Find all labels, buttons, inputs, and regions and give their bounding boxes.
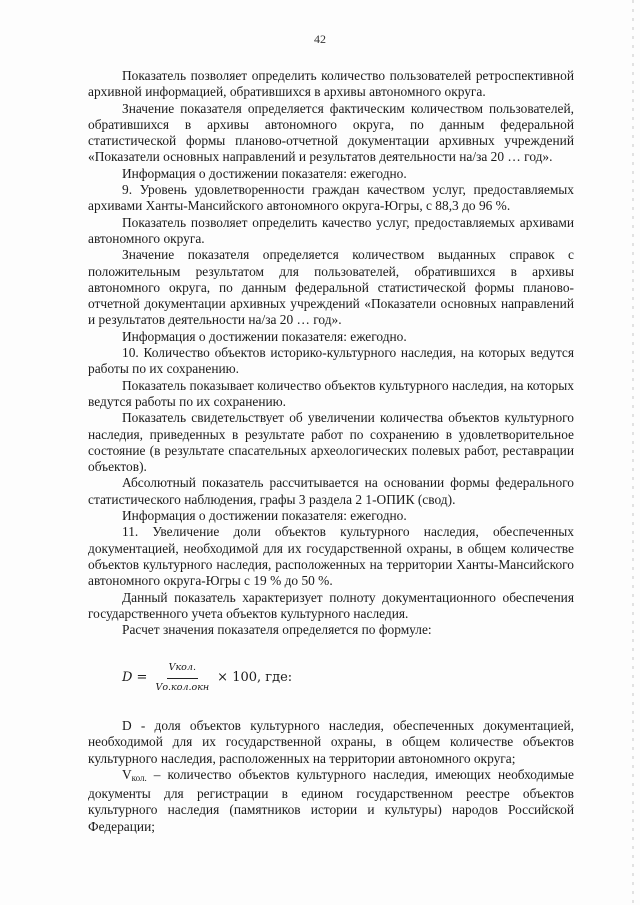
vkol-subscript: кол. — [131, 772, 147, 783]
paragraph: Показатель позволяет определить качество услуг, предоставляемых архивами автономного округа. — [88, 214, 574, 246]
formula-denominator: Vо.кол.окн — [155, 681, 210, 693]
vkol-letter: V — [122, 766, 132, 782]
paragraph: Показатель показывает количество объектов культурного наследия, на которых ведутся работы по их сохранению. — [88, 377, 574, 409]
vkol-symbol — [122, 767, 147, 782]
page-number: 42 — [314, 32, 326, 46]
paragraph: Информация о достижении показателя: ежегодно. — [122, 165, 407, 181]
paragraph: 10. Количество объектов историко-культурного наследия, на которых ведутся работы по их сохранению. — [88, 345, 574, 377]
paragraph: 9. Уровень удовлетворенности граждан качеством услуг, предоставляемых архивами Ханты-Мансийского автономного округа-Югры, с 88,3 до 96 %. — [88, 182, 574, 214]
scan-edge-artifact — [632, 0, 634, 905]
paragraph: Информация о достижении показателя: ежегодно. — [122, 508, 407, 524]
formula — [122, 660, 574, 696]
paragraph: Информация о достижении показателя: ежегодно. — [122, 328, 407, 344]
paragraph: Показатель свидетельствует об увеличении количества объектов культурного наследия, приведенных в результате работ по сохранению в удовлетворительное состояние (в результате спасательных археологических полевых работ, реставрации объектов). — [88, 410, 574, 475]
paragraph: Данный показатель характеризует полноту документационного обеспечения государственного учета объектов культурного наследия. — [88, 589, 574, 621]
paragraph: Расчет значения показателя определяется по формуле: — [122, 622, 432, 638]
paragraph: Значение показателя определяется количеством выданных справок с положительным результатом для пользователей, обратившихся в архивы автономного округа, по данным федеральной статистической формы планово-отчетной документации архивных учреждений «Показатели основных направлений и результатов деятельности на/за 20 … год». — [88, 247, 574, 328]
paragraph: 11. Увеличение доли объектов культурного наследия, обеспеченных документацией, необходимой для их государственной охраны, в общем количестве объектов культурного наследия, расположенных на территории Ханты-Мансийского автономного округа-Югры с 19 % до 50 %. — [88, 524, 574, 589]
formula-fraction — [153, 660, 211, 696]
vkol-text: – количество объектов культурного наследия, имеющих необходимые документы для регистрации в едином государственном реестре объектов культурного наследия (памятников истории и культуры) народов Российской Федерации; — [88, 766, 574, 834]
formula-numerator: Vкол. — [167, 660, 198, 678]
definition-vkol — [88, 767, 574, 835]
formula-tail: × 100, где: — [217, 670, 293, 686]
paragraph: Абсолютный показатель рассчитывается на основании формы федерального статистического наблюдения, графы 3 раздела 2 1-ОПИК (свод). — [88, 475, 574, 507]
formula-lhs: D = — [122, 670, 148, 686]
document-body — [88, 68, 574, 835]
definition-d: D - доля объектов культурного наследия, обеспеченных документацией, необходимой для их государственной охраны, в общем количестве объектов культурного наследия, расположенных на территории автономного округа; — [88, 717, 574, 766]
paragraph: Значение показателя определяется фактическим количеством пользователей, обратившихся в архивы автономного округа, по данным федеральной статистической формы планово-отчетной документации архивных учреждений «Показатели основных направлений и результатов деятельности на/за 20 … год». — [88, 100, 574, 165]
paragraph: Показатель позволяет определить количество пользователей ретроспективной архивной информацией, обратившихся в архивы автономного округа. — [88, 68, 574, 100]
